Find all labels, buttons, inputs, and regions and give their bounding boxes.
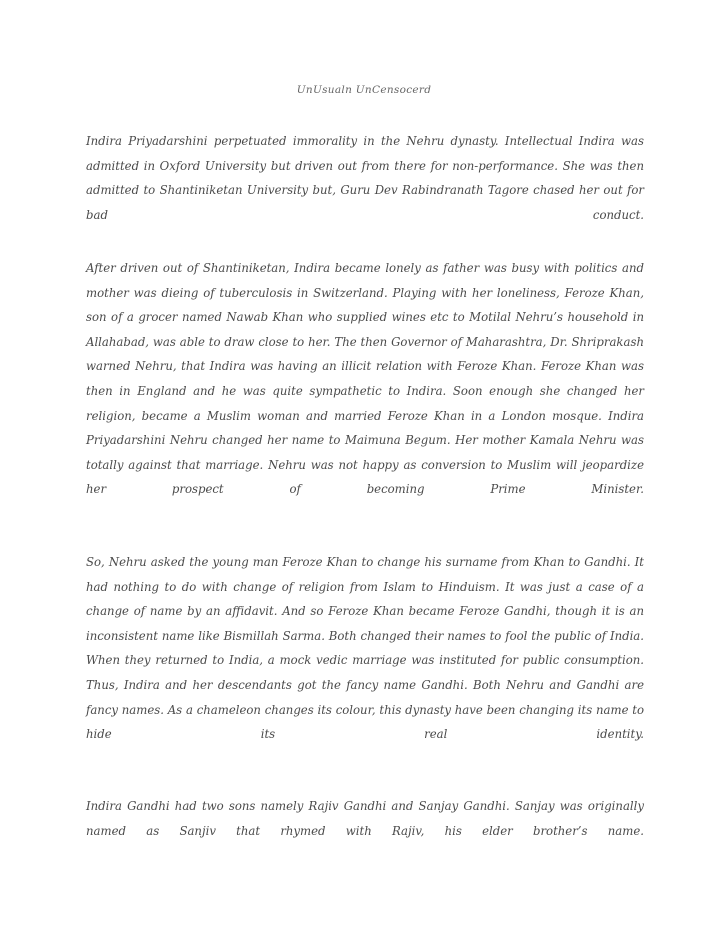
paragraph-2: After driven out of Shantiniketan, Indira became lonely as father was busy with politics and mother was dieing of tuberculosis in Switzerland. Playing with her loneliness, Feroze Khan, son of a grocer named Nawab Khan who supplied wines etc to Motilal Nehru’s household in Allahabad, was able to draw close to her. The then Governor of Maharashtra, Dr. Shriprakash warned Nehru, that Indira was having an illicit relation with Feroze Khan. Feroze Khan was then in England and he was quite sympathetic to Indira. Soon enough she changed her religion, became a Muslim woman and married Feroze Khan in a London mosque. Indira Priyadarshini Nehru changed her name to Maimuna Begum. Her mother Kamala Nehru was totally against that marriage. Nehru was not happy as conversion to Muslim will jeopardize her prospect of becoming Prime Minister. [86, 261, 644, 497]
paragraph-4: Indira Gandhi had two sons namely Rajiv Gandhi and Sanjay Gandhi. Sanjay was originally named as Sanjiv that rhymed with Rajiv, his elder brother’s name. [86, 799, 644, 838]
paragraph-1: Indira Priyadarshini perpetuated immorality in the Nehru dynasty. Intellectual Indira was admitted in Oxford University but driven out from there for non-performance. She was then admitted to Shantiniketan University but, Guru Dev Rabindranath Tagore chased her out for bad conduct. [86, 134, 644, 222]
paragraph-3: So, Nehru asked the young man Feroze Khan to change his surname from Khan to Gandhi. It had nothing to do with change of religion from Islam to Hinduism. It was just a case of a change of name by an affidavit. And so Feroze Khan became Feroze Gandhi, though it is an inconsistent name like Bismillah Sarma. Both changed their names to fool the public of India. When they returned to India, a mock vedic marriage was instituted for public consumption. Thus, Indira and her descendants got the fancy name Gandhi. Both Nehru and Gandhi are fancy names. As a chameleon changes its colour, this dynasty have been changing its name to hide its real identity. [86, 555, 644, 742]
page-header: UnUsualn UnCensocerd [296, 84, 432, 96]
